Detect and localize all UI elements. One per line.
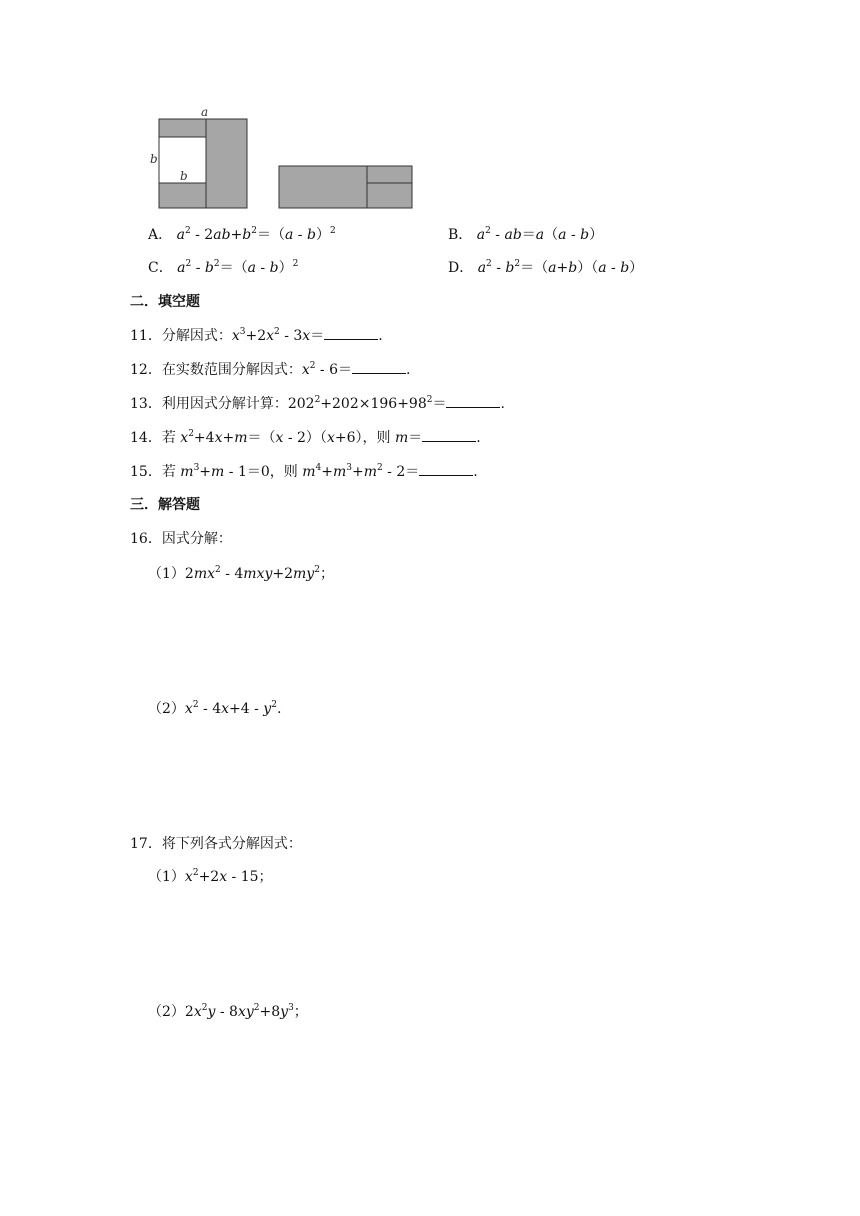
figure-squares-diagram bbox=[0, 0, 860, 220]
question-16: 16．因式分解： bbox=[130, 531, 232, 547]
answer-blank[interactable] bbox=[422, 429, 476, 442]
question-17-part-1: $(1)x^2+2x - 15$； bbox=[148, 868, 273, 885]
right-top-strip bbox=[367, 166, 412, 183]
question-13: 13．利用因式分解计算：$202^2+202\times 196+98^2=$ . bbox=[130, 395, 505, 412]
answer-blank[interactable] bbox=[446, 395, 500, 408]
option-d: D． $a^2 - b^2=(a+b)(a - b)$ bbox=[448, 259, 644, 276]
question-16-part-2: $(2)x^2 - 4x+4 - y^2$. bbox=[148, 700, 282, 717]
question-17-part-2: $(2)2x^2y - 8xy^2+8y^3$； bbox=[148, 1003, 308, 1020]
right-big-rect bbox=[279, 166, 367, 208]
question-16-part-1: $(1)2mx^2 - 4mxy+2my^2$； bbox=[148, 565, 334, 582]
label-a: a bbox=[201, 105, 209, 119]
section-title-solve: 三．解答题 bbox=[130, 497, 200, 513]
label-b-side: b bbox=[150, 152, 158, 166]
question-17: 17．将下列各式分解因式： bbox=[130, 836, 302, 852]
label-b-inner: b bbox=[180, 169, 188, 183]
answer-blank[interactable] bbox=[352, 361, 406, 374]
option-b: B． $a^2 - ab=a(a - b)$ bbox=[448, 226, 604, 243]
right-bottom-strip bbox=[367, 183, 412, 208]
answer-blank[interactable] bbox=[324, 327, 378, 340]
answer-blank[interactable] bbox=[419, 463, 473, 476]
question-11: 11．分解因式：$x^3+2x^2 - 3x=$ . bbox=[130, 327, 383, 344]
section-title-fill-blank: 二．填空题 bbox=[130, 294, 200, 310]
option-c: C． $a^2 - b^2=(a - b)^2$ bbox=[148, 259, 299, 276]
question-14: 14．若 $x^2+4x+m=(x - 2)(x+6)$，则 m＝ . bbox=[130, 429, 481, 446]
question-15: 15．若 $m^3+m - 1=0$，则 $m^4+m^3+m^2 - 2=$ . bbox=[130, 463, 478, 480]
option-a: A． $a^2 - 2ab+b^2=(a - b)^2$ bbox=[148, 226, 336, 243]
question-12: 12．在实数范围分解因式：$x^2 - 6=$ . bbox=[130, 361, 411, 378]
